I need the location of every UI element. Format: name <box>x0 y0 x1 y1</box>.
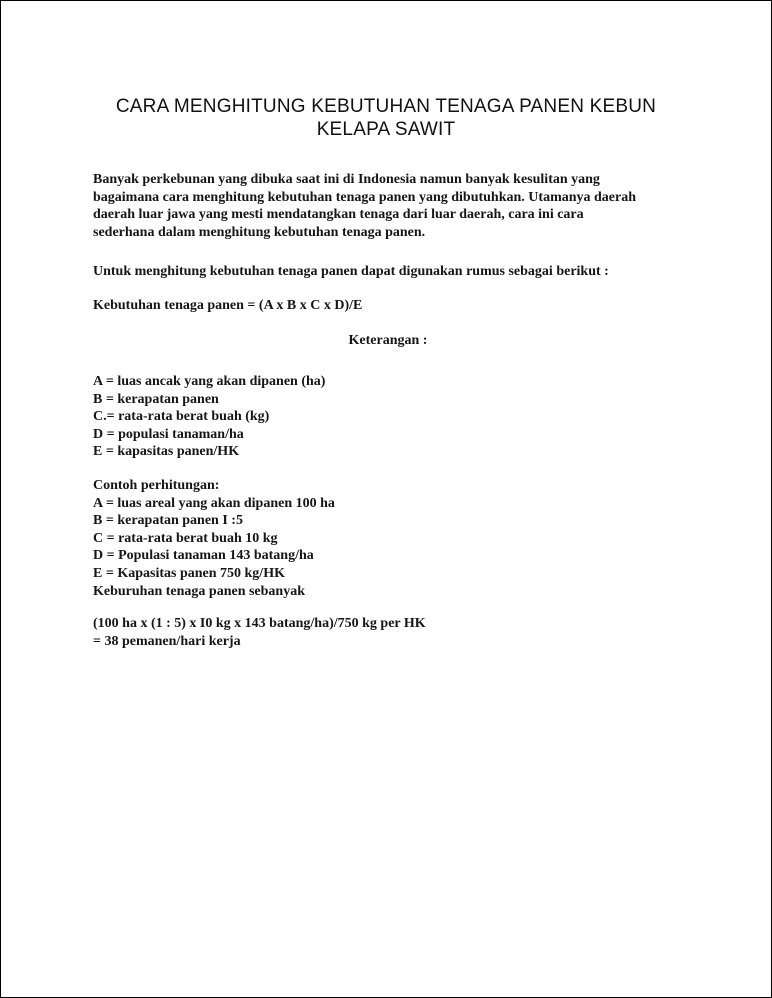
intro-line: bagaimana cara menghitung kebutuhan tenaga panen yang dibutuhkan. Utamanya daerah <box>93 189 637 205</box>
example-item: A = luas areal yang akan dipanen 100 ha <box>93 495 335 511</box>
example-item: Keburuhan tenaga panen sebanyak <box>93 583 306 599</box>
formula-intro-text: Untuk menghitung kebutuhan tenaga panen dapat digunakan rumus sebagai berikut : <box>93 264 609 279</box>
title-line-1: CARA MENGHITUNG KEBUTUHAN TENAGA PANEN KEBUN <box>115 96 657 117</box>
calculation <box>93 615 693 650</box>
formula-text: Kebutuhan tenaga panen = (A x B x C x D)/E <box>93 298 363 313</box>
example-item: E = Kapasitas panen 750 kg/HK <box>93 565 285 581</box>
example-item: C = rata-rata berat buah 10 kg <box>93 530 278 546</box>
legend-item: C.= rata-rata berat buah (kg) <box>93 409 270 425</box>
legend-item: D = populasi tanaman/ha <box>93 426 244 442</box>
intro-paragraph <box>93 171 693 241</box>
example-item: B = kerapatan panen I :5 <box>93 513 243 529</box>
calculation-line: (100 ha x (1 : 5) x I0 kg x 143 batang/ha)/750 kg per HK <box>93 616 426 631</box>
document-title <box>61 95 711 141</box>
title-line-2: KELAPA SAWIT <box>316 119 456 140</box>
example-section <box>93 477 693 600</box>
formula <box>93 297 693 315</box>
intro-line: daerah luar jawa yang mesti mendatangkan tenaga dari luar daerah, cara ini cara <box>93 207 584 223</box>
legend-list <box>93 373 693 461</box>
example-heading: Contoh perhitungan: <box>93 478 220 493</box>
legend-item: B = kerapatan panen <box>93 391 219 407</box>
example-item: D = Populasi tanaman 143 batang/ha <box>93 548 314 564</box>
intro-line: sederhana dalam menghitung kebutuhan tenaga panen. <box>93 224 426 240</box>
keterangan-heading: Keterangan : <box>348 333 428 348</box>
formula-intro <box>93 263 693 281</box>
legend-item: A = luas ancak yang akan dipanen (ha) <box>93 374 326 389</box>
legend-item: E = kapasitas panen/HK <box>93 444 240 460</box>
calculation-result: = 38 pemanen/hari kerja <box>93 633 241 649</box>
intro-line: Banyak perkebunan yang dibuka saat ini di Indonesia namun banyak kesulitan yang <box>93 172 600 187</box>
